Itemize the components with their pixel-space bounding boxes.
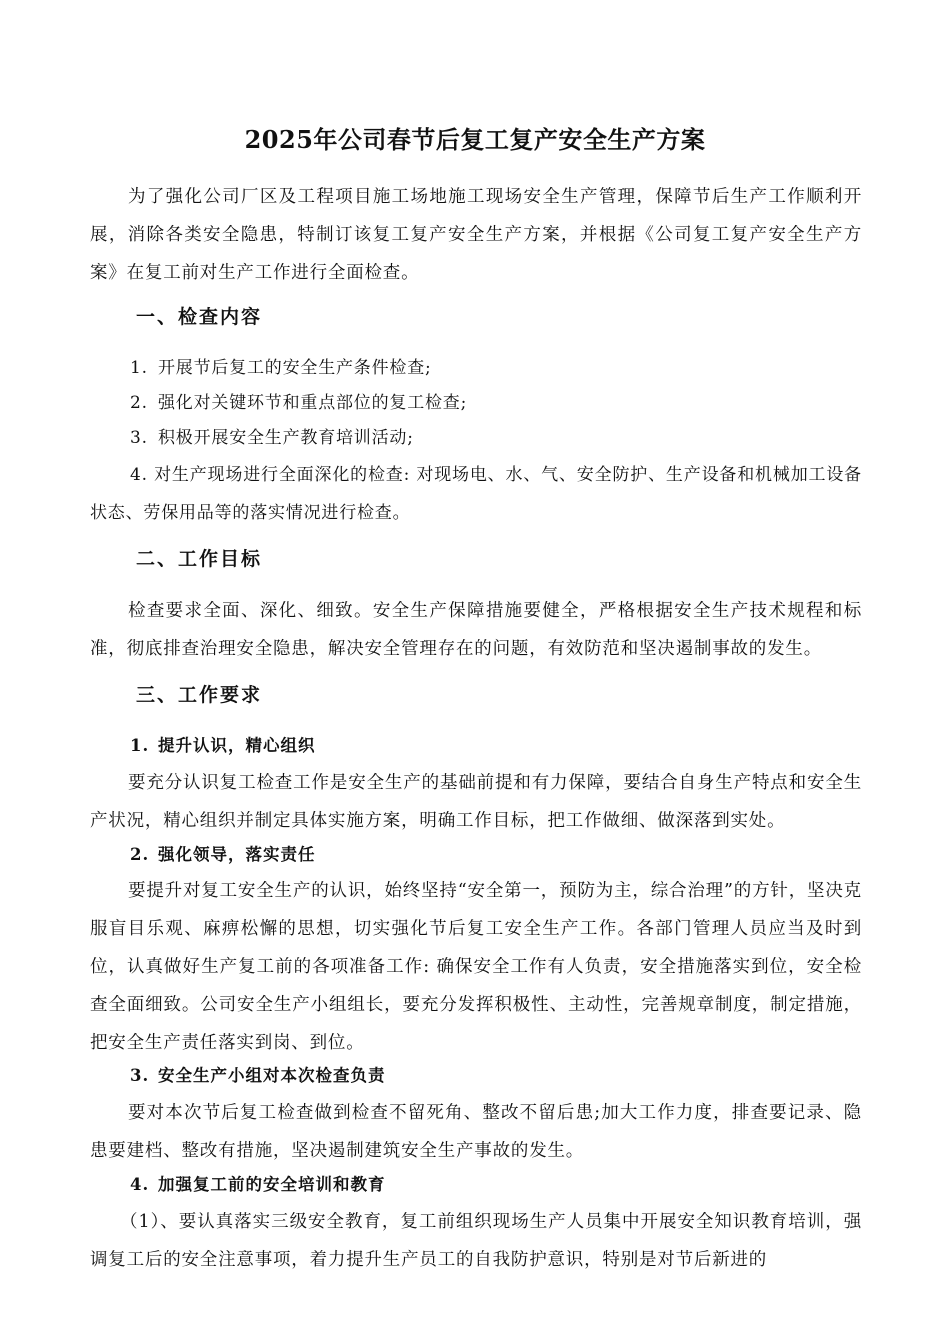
list-item-text: 开展节后复工的安全生产条件检查; [158, 358, 432, 378]
subsection-title: 提升认识，精心组织 [158, 736, 316, 755]
list-item-text: 积极开展安全生产教育培训活动; [158, 428, 414, 448]
document-title: 2025年公司春节后复工复产安全生产方案 [244, 125, 706, 154]
subsection-heading [130, 840, 316, 870]
subsection-number: 4. [130, 1175, 150, 1194]
subsection-heading [130, 1061, 386, 1091]
subsection-body: 要提升对复工安全生产的认识，始终坚持“安全第一，预防为主，综合治理”的方针，坚决克服盲目乐观、麻痹松懈的思想，切实强化节后复工安全生产工作。各部门管理人员应当及时到位，认真做好生产复工前的各项准备工作: 确保安全工作有人负责，安全措施落实到位，安全检查全面细致。公司安全生产小组组长，要充分发挥积极性、主动性，完善规章制度，制定措施，把安全生产责任落实到岗、到位。 [90, 881, 862, 1053]
list-item-number: 4. [130, 465, 148, 485]
subsection-title: 加强复工前的安全培训和教育 [158, 1175, 386, 1194]
subsection-body: （1）、要认真落实三级安全教育，复工前组织现场生产人员集中开展安全知识教育培训，强调复工后的安全注意事项，着力提升生产员工的自我防护意识，特别是对节后新进的 [90, 1212, 862, 1270]
subsection-body: 要充分认识复工检查工作是安全生产的基础前提和有力保障，要结合自身生产特点和安全生产状况，精心组织并制定具体实施方案，明确工作目标，把工作做细、做深落到实处。 [90, 773, 862, 831]
subsection-number: 1. [130, 736, 150, 755]
subsection-title: 强化领导，落实责任 [158, 845, 316, 864]
list-item-number: 3. [130, 428, 148, 448]
subsection-body: 要对本次节后复工检查做到检查不留死角、整改不留后患;加大工作力度，排查要记录、隐患要建档、整改有措施，坚决遏制建筑安全生产事故的发生。 [90, 1103, 862, 1161]
subsection-heading [130, 731, 316, 761]
list-item-number: 2. [130, 393, 148, 413]
subsection-number: 2. [130, 845, 150, 864]
list-item [130, 421, 414, 455]
list-item [130, 386, 467, 420]
section-heading-requirements: 三、工作要求 [136, 684, 263, 706]
list-item [130, 351, 432, 385]
intro-paragraph: 为了强化公司厂区及工程项目施工场地施工现场安全生产管理，保障节后生产工作顺利开展，消除各类安全隐患，特制订该复工复产安全生产方案，并根据《公司复工复产安全生产方案》在复工前对生产工作进行全面检查。 [90, 187, 862, 283]
list-item-text: 对生产现场进行全面深化的检查: 对现场电、水、气、安全防护、生产设备和机械加工设备状态、劳保用品等的落实情况进行检查。 [90, 465, 862, 523]
section-heading-goals: 二、工作目标 [136, 548, 263, 570]
list-item [90, 456, 862, 532]
subsection-heading [130, 1170, 386, 1200]
section-heading-inspection: 一、检查内容 [136, 306, 263, 328]
list-item-number: 1. [130, 358, 148, 378]
list-item-text: 强化对关键环节和重点部位的复工检查; [158, 393, 468, 413]
subsection-number: 3. [130, 1066, 150, 1085]
goals-paragraph: 检查要求全面、深化、细致。安全生产保障措施要健全，严格根据安全生产技术规程和标准，彻底排查治理安全隐患，解决安全管理存在的问题，有效防范和坚决遏制事故的发生。 [90, 601, 862, 659]
subsection-title: 安全生产小组对本次检查负责 [158, 1066, 386, 1085]
